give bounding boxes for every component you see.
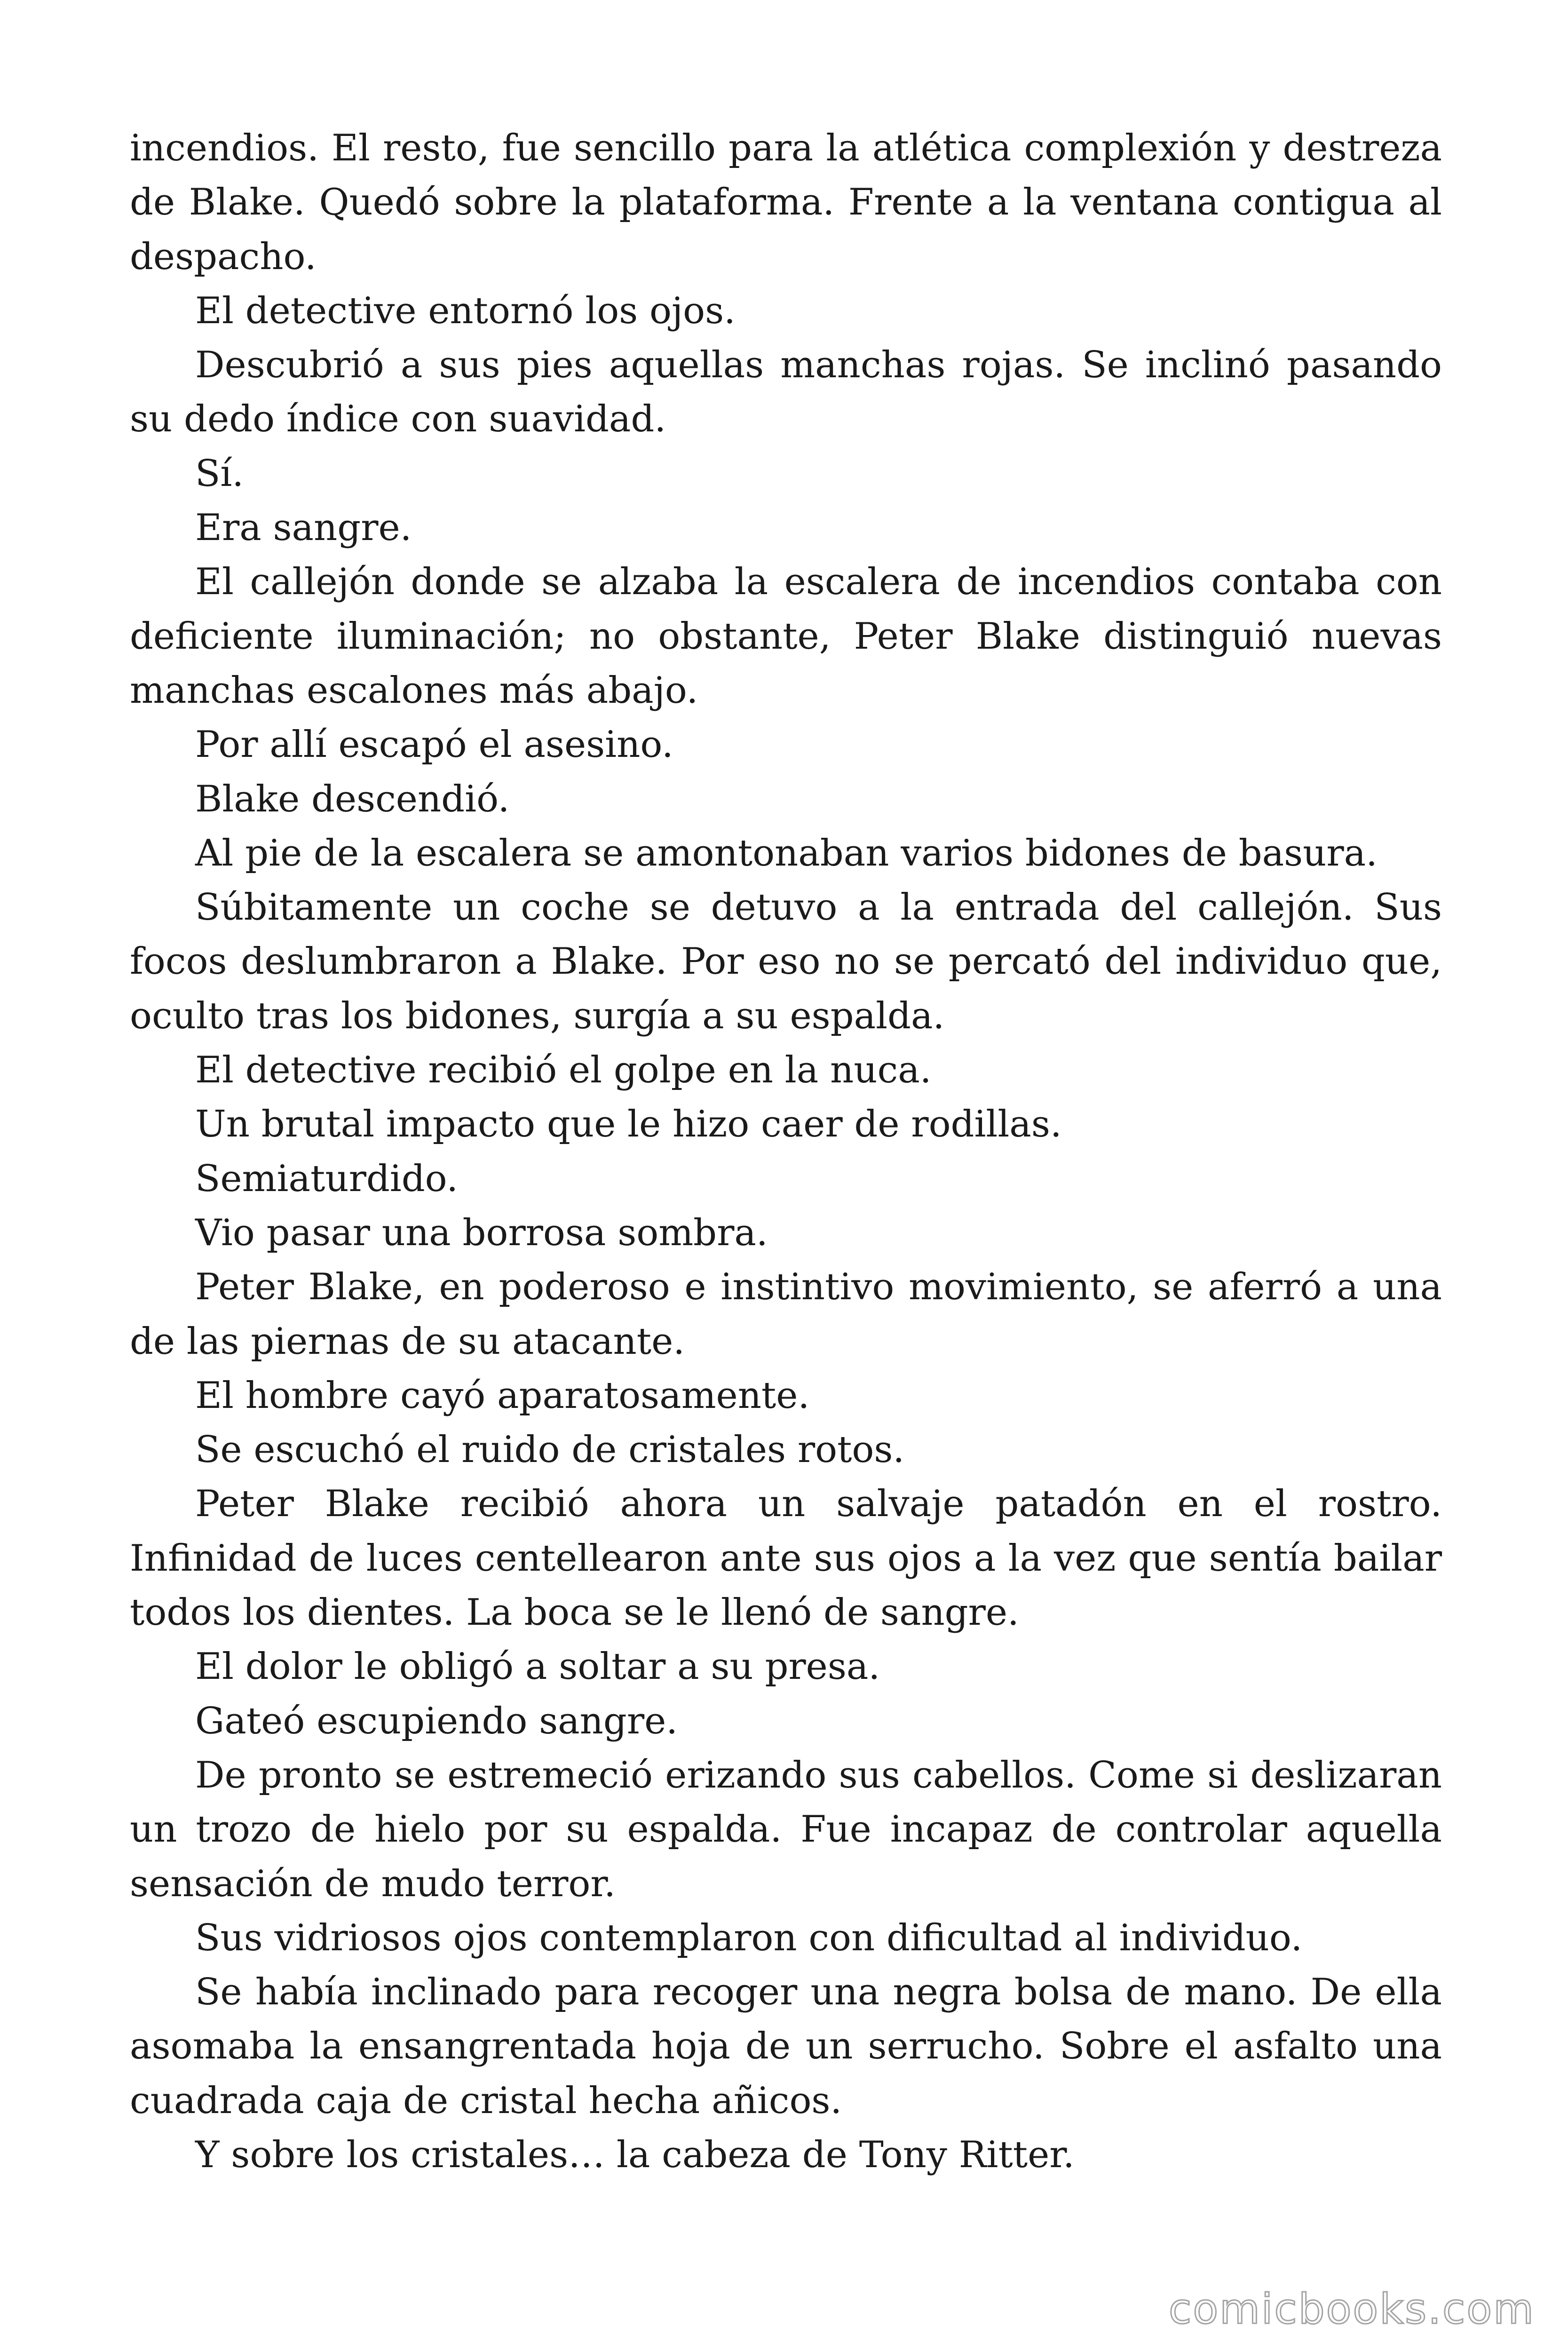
paragraph: Sus vidriosos ojos contemplaron con dificultad al individuo. xyxy=(195,1916,1303,1959)
paragraph: El detective recibió el golpe en la nuca. xyxy=(195,1049,932,1092)
paragraph: incendios. El resto, fue sencillo para la atlética complexión y destreza de Blake. Quedó sobre la plataforma. Frente a la ventana contigua al despacho. xyxy=(130,127,1442,278)
paragraph: Era sangre. xyxy=(195,507,412,549)
paragraph: Peter Blake, en poderoso e instintivo movimiento, se aferró a una de las piernas de su atacante. xyxy=(130,1266,1442,1363)
paragraph: Sí. xyxy=(195,452,244,495)
paragraph: Súbitamente un coche se detuvo a la entrada del callejón. Sus focos deslumbraron a Blake. Por eso no se percató del individuo que, oculto tras los bidones, surgía a su espalda. xyxy=(130,886,1442,1037)
paragraph: Se había inclinado para recoger una negra bolsa de mano. De ella asomaba la ensangrentada hoja de un serrucho. Sobre el asfalto una cuadrada caja de cristal hecha añicos. xyxy=(130,1971,1442,2122)
paragraph: El detective entornó los ojos. xyxy=(195,289,736,332)
paragraph: Gateó escupiendo sangre. xyxy=(195,1700,678,1742)
paragraph: Un brutal impacto que le hizo caer de rodillas. xyxy=(195,1103,1062,1146)
paragraph: Al pie de la escalera se amontonaban varios bidones de basura. xyxy=(195,832,1378,874)
paragraph: Blake descendió. xyxy=(195,778,510,820)
paragraph: Por allí escapó el asesino. xyxy=(195,723,673,766)
paragraph: El hombre cayó aparatosamente. xyxy=(195,1374,810,1417)
paragraph: Y sobre los cristales… la cabeza de Tony Ritter. xyxy=(195,2133,1075,2176)
paragraph: Semiaturdido. xyxy=(195,1157,459,1200)
paragraph: Vio pasar una borrosa sombra. xyxy=(195,1211,768,1254)
paragraph: Descubrió a sus pies aquellas manchas rojas. Se inclinó pasando su dedo índice con suavidad. xyxy=(130,344,1442,441)
paragraph: Peter Blake recibió ahora un salvaje patadón en el rostro. Infinidad de luces centellearon ante sus ojos a la vez que sentía bailar todos los dientes. La boca se le llenó de sangre. xyxy=(130,1483,1442,1634)
body-text xyxy=(130,121,1442,2182)
paragraph: De pronto se estremeció erizando sus cabellos. Come si deslizaran un trozo de hielo por su espalda. Fue incapaz de controlar aquella sensación de mudo terror. xyxy=(130,1754,1442,1905)
paragraph: El callejón donde se alzaba la escalera de incendios contaba con deficiente iluminación; no obstante, Peter Blake distinguió nuevas manchas escalones más abajo. xyxy=(130,561,1442,712)
paragraph: El dolor le obligó a soltar a su presa. xyxy=(195,1645,880,1688)
paragraph: Se escuchó el ruido de cristales rotos. xyxy=(195,1429,905,1471)
watermark: comicbooks.com xyxy=(1168,2285,1535,2333)
